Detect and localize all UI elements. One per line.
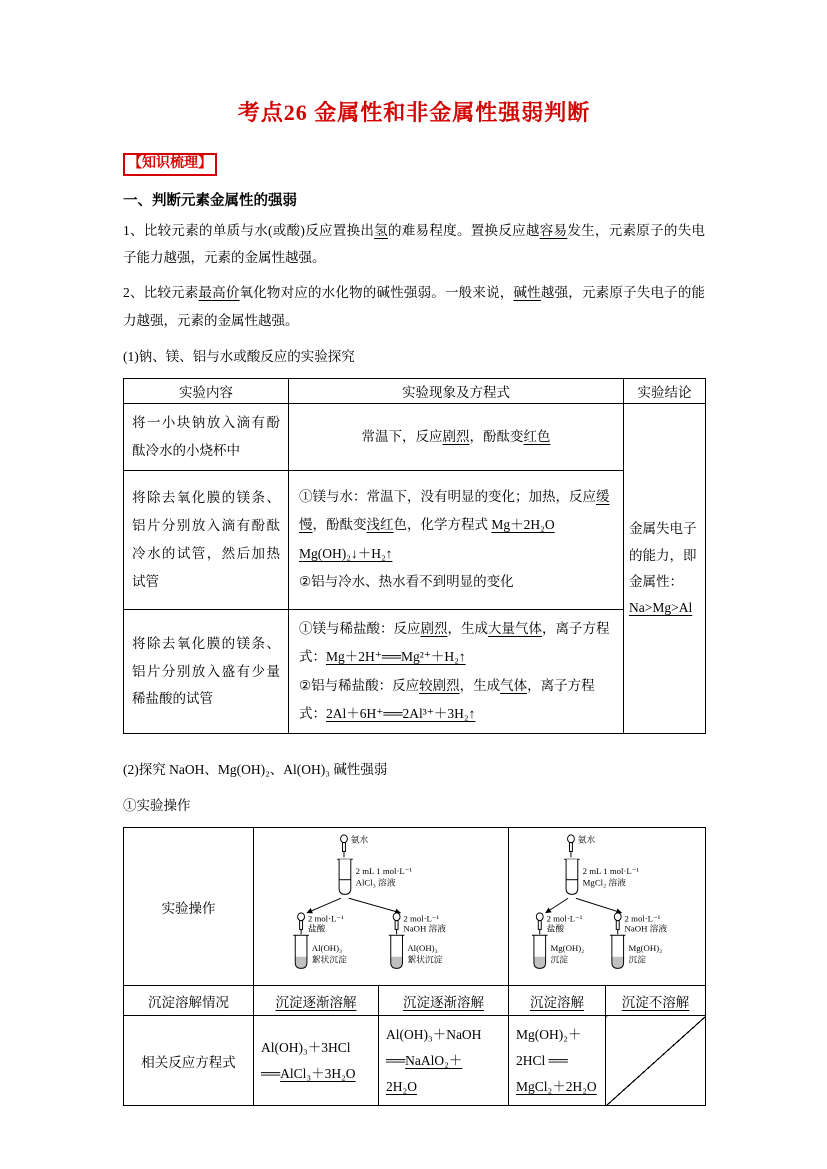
ammonia-label: 氨水 xyxy=(350,834,369,845)
acid-label-line1: 2 mol·L⁻¹ xyxy=(307,913,344,924)
experiment-table-2 xyxy=(123,827,706,1106)
table1-header-content: 实验内容 xyxy=(124,379,289,404)
test-tube-icon xyxy=(337,859,353,894)
dissolve-cell-4 xyxy=(606,986,706,1016)
experiment-table-1 xyxy=(123,378,706,734)
solution-label-line1: 2 mL 1 mol·L⁻¹ xyxy=(355,865,413,876)
table1-row-sodium xyxy=(124,404,706,470)
table2-dissolve-row xyxy=(124,986,706,1016)
arrow-icon xyxy=(349,898,401,913)
operation-caption: ①实验操作 xyxy=(123,798,191,814)
row3-phenomenon: ①镁与稀盐酸：反应剧烈，生成大量气体，离子方程式：Mg＋2H⁺══Mg²⁺＋H₂↑ ②铝与稀盐酸：反应较剧烈，生成气体，离子方程式：2Al＋6H⁺══2Al³⁺＋3H₂↑ xyxy=(289,609,624,733)
empty-diagonal-cell xyxy=(606,1016,706,1106)
dropper-icon xyxy=(614,913,621,934)
table2-equation-row xyxy=(124,1016,706,1106)
dropper-icon xyxy=(568,835,575,857)
table1-header-row xyxy=(124,379,706,404)
table1-conclusion: 金属失电子的能力，即金属性：Na>Mg>Al xyxy=(624,404,706,734)
table2-label-operation: 实验操作 xyxy=(124,828,254,986)
precipitate-label-line2: 沉淀 xyxy=(550,954,569,965)
precipitate-label-line1: Mg(OH)₂ xyxy=(550,942,585,953)
experiment1-caption: (1)钠、镁、铝与水或酸反应的实验探究 xyxy=(123,349,355,365)
document-content xyxy=(123,96,705,1106)
dropper-icon xyxy=(536,913,543,934)
solution-label-line1: 2 mL 1 mol·L⁻¹ xyxy=(582,865,640,876)
dissolve-result: 沉淀逐渐溶解 xyxy=(275,994,357,1010)
experiment2-caption: (2)探究 NaOH、Mg(OH)₂、Al(OH)₃ 碱性强弱 xyxy=(123,762,388,778)
solution-label-line2: MgCl₂ 溶液 xyxy=(582,877,626,888)
arrow-icon xyxy=(307,898,341,913)
base-label-line2: NaOH 溶液 xyxy=(624,923,668,934)
arrow-icon xyxy=(546,898,568,913)
dropper-icon xyxy=(393,913,400,934)
table1-header-conclusion: 实验结论 xyxy=(624,379,706,404)
precipitate-label-line1: Al(OH)₃ xyxy=(311,942,343,953)
precipitate-label-line2: 絮状沉淀 xyxy=(407,954,443,965)
precipitate-label-line1: Mg(OH)₂ xyxy=(628,942,663,953)
row3-content: 将除去氧化膜的镁条、铝片分别放入盛有少量稀盐酸的试管 xyxy=(124,609,289,733)
knowledge-outline-badge: 【知识梳理】 xyxy=(123,153,217,176)
acid-label-line2: 盐酸 xyxy=(546,923,565,934)
page-title: 考点26 金属性和非金属性强弱判断 xyxy=(237,100,591,125)
dissolve-cell-2 xyxy=(379,986,509,1016)
arrow-icon xyxy=(576,898,622,913)
test-tube-icon xyxy=(389,935,405,968)
experiment-diagram-alcl3 xyxy=(255,830,508,984)
equation-cell-1: Al(OH)₃＋3HCl ══AlCl₃＋3H₂O xyxy=(254,1016,379,1106)
base-label-line1: 2 mol·L⁻¹ xyxy=(624,913,661,924)
experiment-diagram-mgcl2 xyxy=(510,830,705,984)
table1-row-mg-al-water xyxy=(124,470,706,609)
equation-cell-2: Al(OH)₃＋NaOH ══NaAlO₂＋ 2H₂O xyxy=(379,1016,509,1106)
row2-phenomenon: ①镁与水：常温下，没有明显的变化；加热，反应缓慢，酚酞变浅红色，化学方程式 Mg＋2H₂O Mg(OH)₂↓＋H₂↑ ②铝与冷水、热水看不到明显的变化 xyxy=(289,470,624,609)
acid-label-line2: 盐酸 xyxy=(307,923,326,934)
dissolve-cell-1 xyxy=(254,986,379,1016)
base-label-line1: 2 mol·L⁻¹ xyxy=(403,913,440,924)
dissolve-result: 沉淀溶解 xyxy=(530,994,584,1010)
dissolve-cell-3 xyxy=(509,986,606,1016)
dropper-icon xyxy=(341,835,348,857)
table2-operation-row xyxy=(124,828,706,986)
section-heading: 一、判断元素金属性的强弱 xyxy=(123,192,297,209)
paragraph-1: 1、比较元素的单质与水(或酸)反应置换出氢的难易程度。置换反应越容易发生，元素原子的失电子能力越强，元素的金属性越强。 xyxy=(123,222,705,266)
diagram-cell-mgcl2 xyxy=(509,828,706,986)
acid-label-line1: 2 mol·L⁻¹ xyxy=(546,913,583,924)
precipitate-label-line2: 絮状沉淀 xyxy=(311,954,347,965)
dissolve-result: 沉淀逐渐溶解 xyxy=(403,994,484,1010)
row2-content: 将除去氧化膜的镁条、铝片分别放入滴有酚酞冷水的试管，然后加热试管 xyxy=(124,470,289,609)
table2-label-equations: 相关反应方程式 xyxy=(124,1016,254,1106)
base-label-line2: NaOH 溶液 xyxy=(403,923,447,934)
test-tube-icon xyxy=(532,935,548,968)
equation-cell-3: Mg(OH)₂＋ 2HCl ══ MgCl₂＋2H₂O xyxy=(509,1016,606,1106)
row1-content: 将一小块钠放入滴有酚酞冷水的小烧杯中 xyxy=(124,404,289,470)
ammonia-label: 氨水 xyxy=(577,834,596,845)
precipitate-label-line2: 沉淀 xyxy=(628,954,647,965)
solution-label-line2: AlCl₃ 溶液 xyxy=(355,877,396,888)
table2-label-dissolve: 沉淀溶解情况 xyxy=(124,986,254,1016)
table1-row-mg-al-acid xyxy=(124,609,706,733)
dropper-icon xyxy=(298,913,305,934)
diagram-cell-alcl3 xyxy=(254,828,509,986)
test-tube-icon xyxy=(564,859,580,894)
table1-header-phenomenon: 实验现象及方程式 xyxy=(289,379,624,404)
precipitate-label-line1: Al(OH)₃ xyxy=(407,942,438,953)
row1-phenomenon: 常温下，反应剧烈，酚酞变红色 xyxy=(289,404,624,470)
test-tube-icon xyxy=(610,935,626,968)
paragraph-2: 2、比较元素最高价氧化物对应的水化物的碱性强弱。一般来说，碱性越强，元素原子失电子的能力越强，元素的金属性越强。 xyxy=(123,285,706,328)
dissolve-result: 沉淀不溶解 xyxy=(621,994,690,1010)
test-tube-icon xyxy=(293,935,309,968)
